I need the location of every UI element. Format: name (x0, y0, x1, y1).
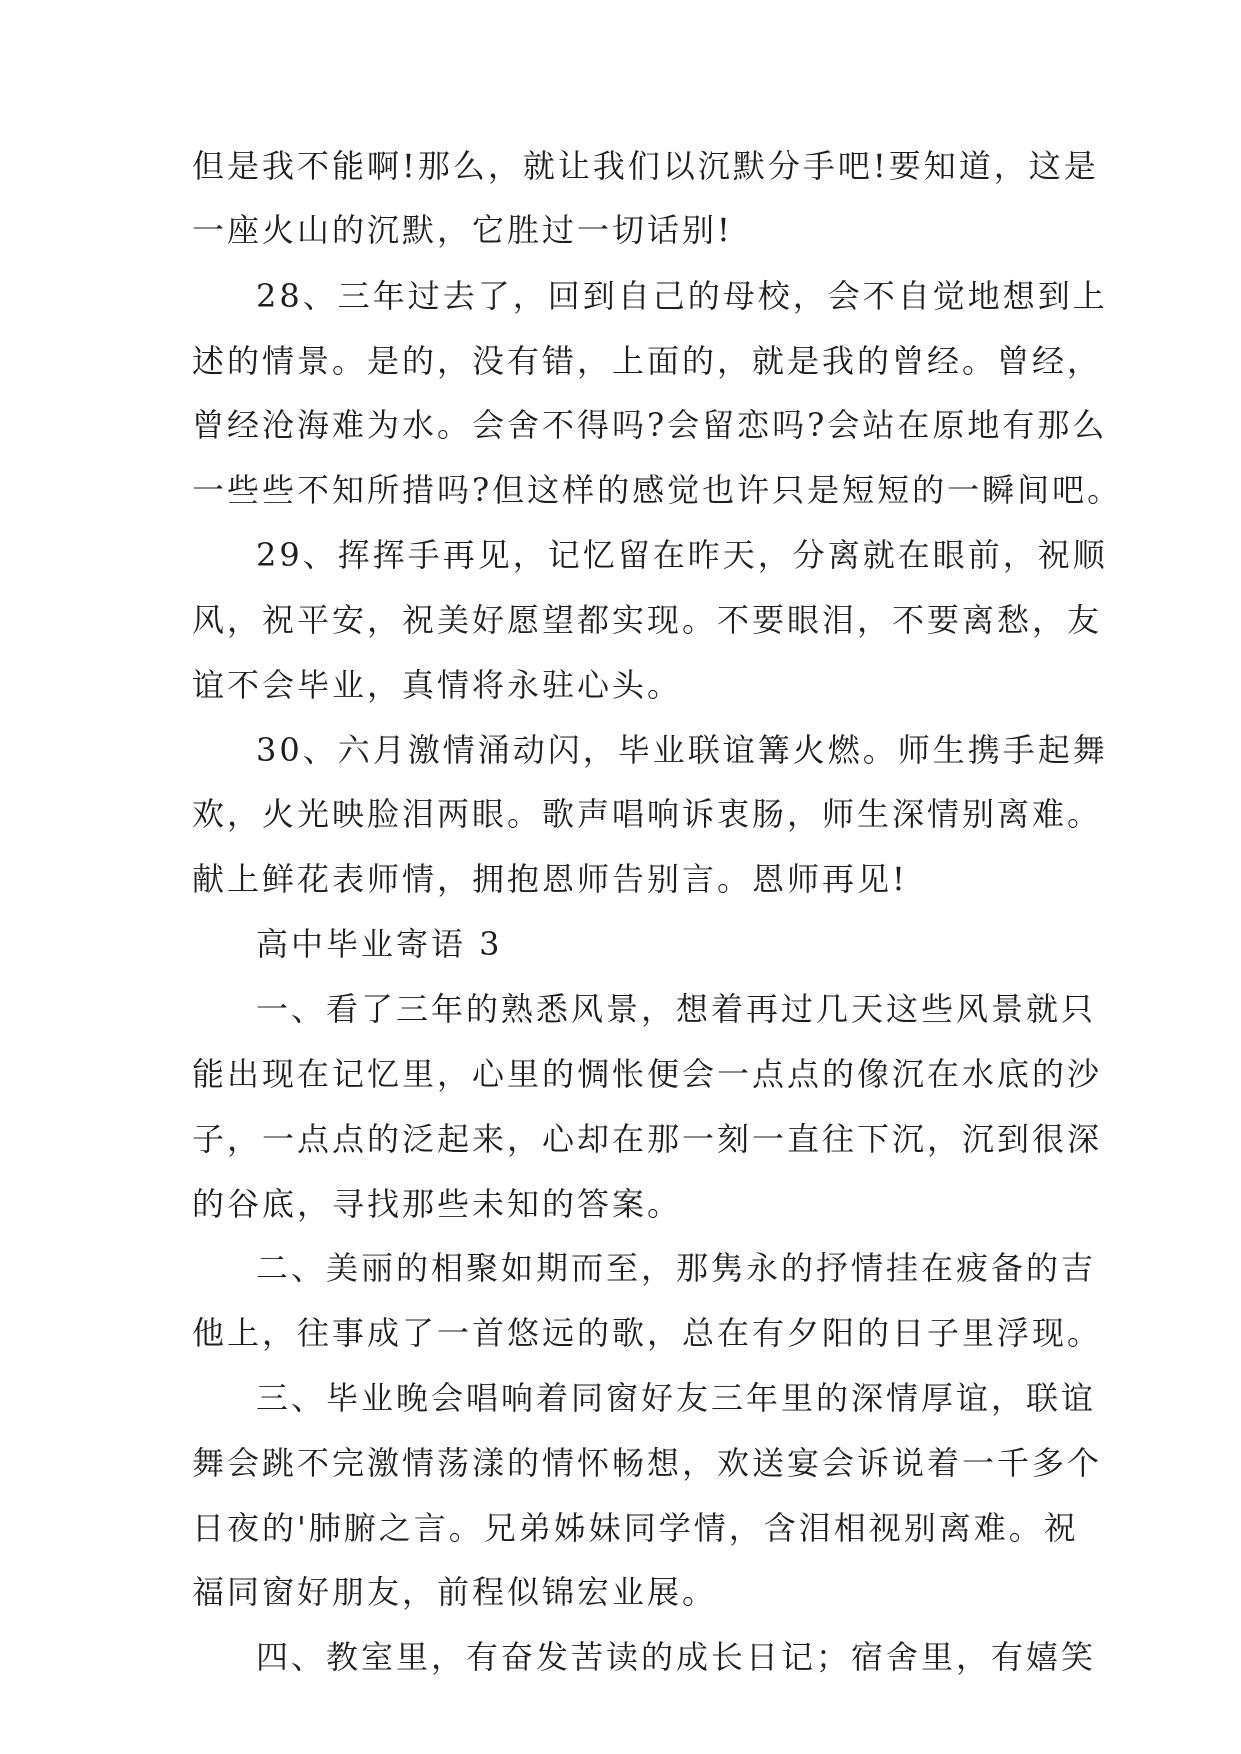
section-heading: 高中毕业寄语 3 (256, 925, 503, 963)
text-line: 一座火山的沉默，它胜过一切话别! (192, 211, 733, 249)
text-line: 能出现在记忆里，心里的惆怅便会一点点的像沉在水底的沙 (192, 1055, 1103, 1093)
text-line: 四、教室里，有奋发苦读的成长日记；宿舍里，有嬉笑 (256, 1638, 1097, 1676)
text-line: 福同窗好朋友，前程似锦宏业展。 (192, 1573, 718, 1611)
text-line: 但是我不能啊!那么，就让我们以沉默分手吧!要知道，这是 (192, 147, 1099, 185)
text-line: 二、美丽的相聚如期而至，那隽永的抒情挂在疲备的吉 (256, 1249, 1097, 1287)
text-line: 述的情景。是的，没有错，上面的，就是我的曾经。曾经， (192, 342, 1103, 380)
text-line: 的谷底，寻找那些未知的答案。 (192, 1185, 683, 1223)
text-line: 三、毕业晚会唱响着同窗好友三年里的深情厚谊，联谊 (256, 1379, 1097, 1417)
text-line: 日夜的'肺腑之言。兄弟姊妹同学情，含泪相视别离难。祝 (192, 1509, 1079, 1547)
text-line: 曾经沧海难为水。会舍不得吗?会留恋吗?会站在原地有那么 (192, 406, 1108, 444)
text-line: 29、挥挥手再见，记忆留在昨天，分离就在眼前，祝顺 (256, 536, 1108, 574)
text-line: 子，一点点的泛起来，心却在那一刻一直往下沉，沉到很深 (192, 1120, 1103, 1158)
text-line: 28、三年过去了，回到自己的母校，会不自觉地想到上 (256, 277, 1108, 315)
text-line: 一些些不知所措吗?但这样的感觉也许只是短短的一瞬间吧。 (192, 471, 1123, 509)
text-line: 30、六月激情涌动闪，毕业联谊篝火燃。师生携手起舞 (256, 731, 1108, 769)
text-line: 献上鲜花表师情，拥抱恩师告别言。恩师再见! (192, 860, 908, 898)
text-line: 谊不会毕业，真情将永驻心头。 (192, 666, 683, 704)
text-line: 舞会跳不完激情荡漾的情怀畅想，欢送宴会诉说着一千多个 (192, 1444, 1103, 1482)
text-line: 欢，火光映脸泪两眼。歌声唱响诉衷肠，师生深情别离难。 (192, 795, 1103, 833)
text-line: 他上，往事成了一首悠远的歌，总在有夕阳的日子里浮现。 (192, 1314, 1103, 1352)
text-line: 一、看了三年的熟悉风景，想着再过几天这些风景就只 (256, 990, 1097, 1028)
text-line: 风，祝平安，祝美好愿望都实现。不要眼泪，不要离愁，友 (192, 601, 1103, 639)
